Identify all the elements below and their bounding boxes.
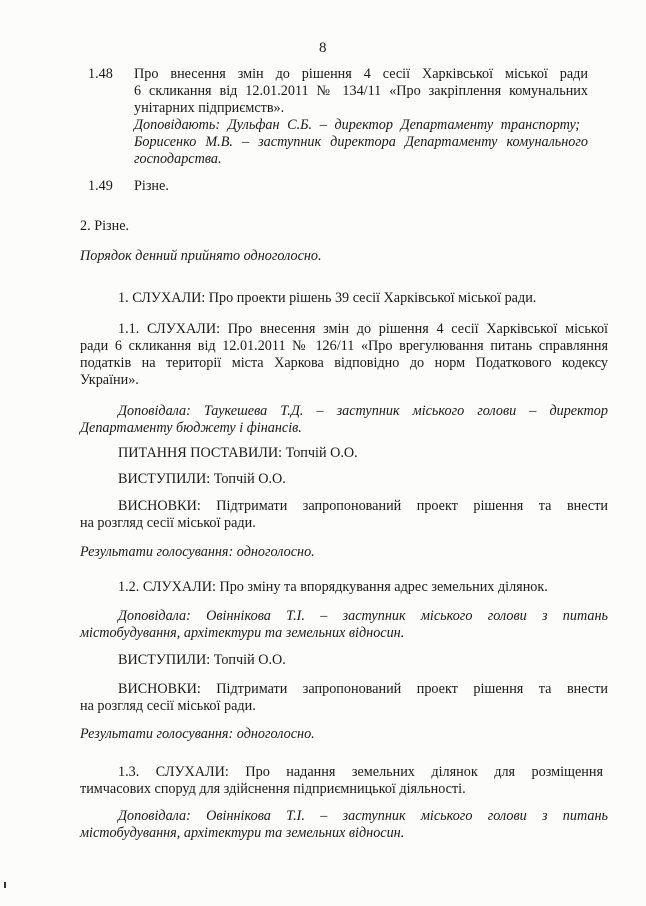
- heard-1-1-line-3: податків на території міста Харкова відповідно до норм Податкового кодексу: [80, 355, 608, 371]
- conclusions-1-2-line-2: на розгляд сесії міської ради.: [80, 698, 256, 714]
- vote-1-1: Результати голосування: одноголосно.: [80, 544, 315, 560]
- agenda-adopted: Порядок денний прийнято одноголосно.: [80, 248, 322, 264]
- item-1-48-line-3: унітарних підприємств».: [134, 100, 285, 116]
- item-1-48-speaker-2: Борисенко М.В. – заступник директора Департаменту комунального: [134, 134, 588, 150]
- speaker-1-2-line-1: Доповідала: Овіннікова Т.І. – заступник міського голови з питань: [118, 608, 608, 624]
- conclusions-1-1-line-2: на розгляд сесії міської ради.: [80, 515, 256, 531]
- heard-1-1-line-2: ради 6 скликання від 12.01.2011 № 126/11 «Про врегулювання питань справляння: [80, 338, 608, 354]
- heard-1-2: 1.2. СЛУХАЛИ: Про зміну та впорядкування адрес земельних ділянок.: [118, 579, 548, 595]
- speaker-1-1-line-1: Доповідала: Таукешева Т.Д. – заступник міського голови – директор: [118, 403, 608, 419]
- questions-1-1: ПИТАННЯ ПОСТАВИЛИ: Топчій О.О.: [118, 445, 358, 461]
- vote-1-2: Результати голосування: одноголосно.: [80, 726, 315, 742]
- speaker-1-2-line-2: містобудування, архітектури та земельних відносин.: [80, 625, 405, 641]
- conclusions-1-1-line-1: ВИСНОВКИ: Підтримати запропонований проект рішення та внести: [118, 498, 608, 514]
- page-number: 8: [319, 40, 327, 56]
- item-number-1-48: 1.48: [88, 66, 113, 82]
- item-1-48-speaker-3: господарства.: [134, 151, 222, 167]
- item-1-48-line-2: 6 скликання від 12.01.2011 № 134/11 «Про закріплення комунальних: [134, 83, 588, 99]
- item-1-48-speaker-1: Доповідають: Дульфан С.Б. – директор Департаменту транспорту;: [134, 117, 580, 133]
- scan-speck: [4, 882, 6, 888]
- heard-1-3-line-1: 1.3. СЛУХАЛИ: Про надання земельних ділянок для розміщення: [118, 764, 603, 780]
- heard-1: 1. СЛУХАЛИ: Про проекти рішень 39 сесії Харківської міської ради.: [118, 290, 537, 306]
- speaker-1-3-line-2: містобудування, архітектури та земельних відносин.: [80, 825, 405, 841]
- section-2-heading: 2. Різне.: [80, 218, 130, 234]
- speaker-1-3-line-1: Доповідала: Овіннікова Т.І. – заступник міського голови з питань: [118, 808, 608, 824]
- conclusions-1-2-line-1: ВИСНОВКИ: Підтримати запропонований проект рішення та внести: [118, 681, 608, 697]
- heard-1-1-line-4: України».: [80, 372, 139, 388]
- spoke-1-2: ВИСТУПИЛИ: Топчій О.О.: [118, 652, 286, 668]
- item-1-49-text: Різне.: [134, 178, 169, 194]
- heard-1-1-line-1: 1.1. СЛУХАЛИ: Про внесення змін до рішення 4 сесії Харківської міської: [118, 321, 608, 337]
- spoke-1-1: ВИСТУПИЛИ: Топчій О.О.: [118, 471, 286, 487]
- item-1-48-line-1: Про внесення змін до рішення 4 сесії Харківської міської ради: [134, 66, 588, 82]
- speaker-1-1-line-2: Департаменту бюджету і фінансів.: [80, 420, 302, 436]
- item-number-1-49: 1.49: [88, 178, 113, 194]
- heard-1-3-line-2: тимчасових споруд для здійснення підприємницької діяльності.: [80, 781, 466, 797]
